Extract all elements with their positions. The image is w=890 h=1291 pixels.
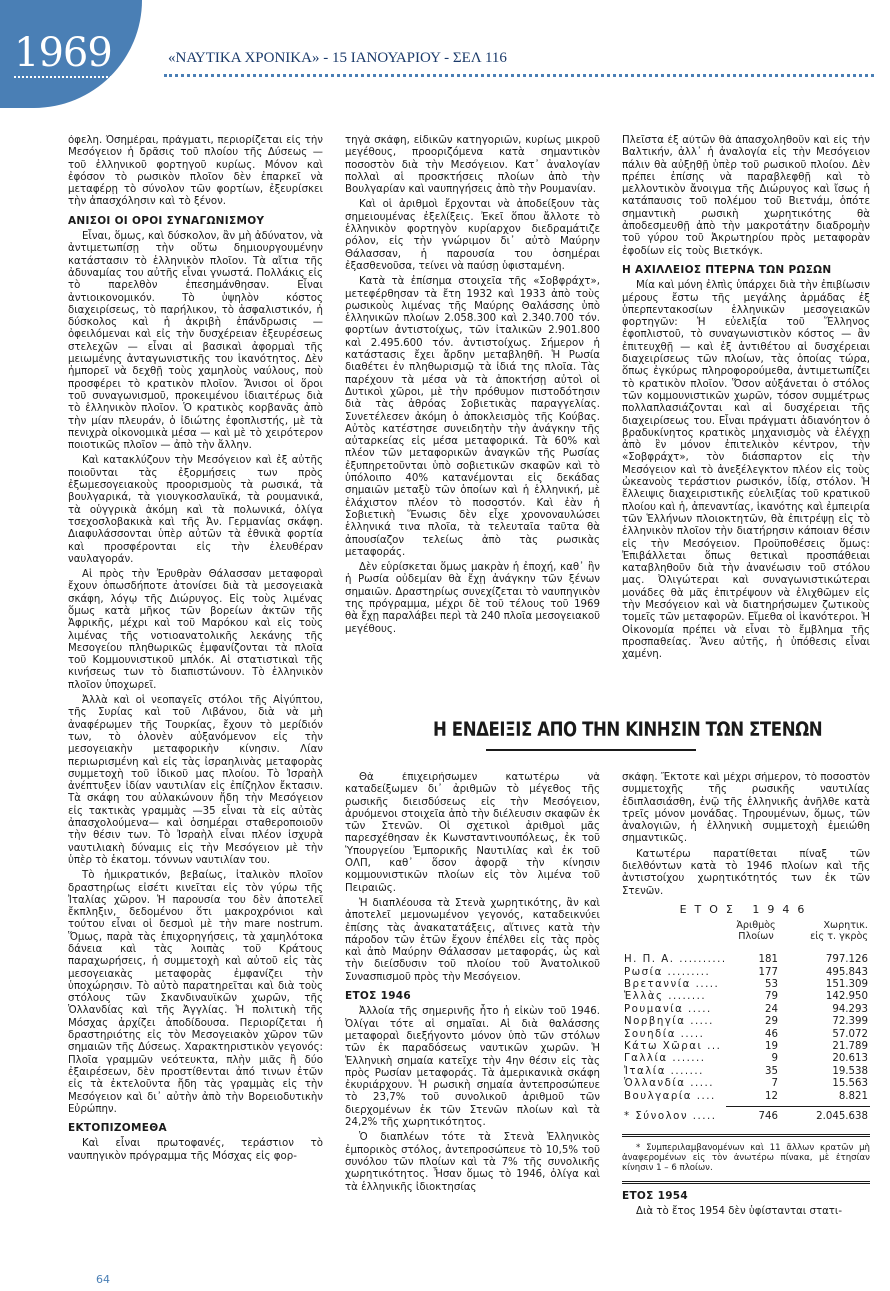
tons: 19.538 bbox=[832, 1065, 868, 1077]
country: Ἑλλὰς ........ bbox=[624, 991, 707, 1003]
year-label: 1969 bbox=[14, 30, 112, 76]
paragraph: Ἀλλοία τῆς σημερινῆς ἦτο ἡ εἰκὼν τοῦ 1946. Ὀλίγαι τότε αἱ σημαῖαι. Αἱ διὰ θαλάσσης μεταφοραὶ διεξήγοντο μόνον ὑπὸ τῶν στόλων τῶν ἐκ παραδόσεως ναυτικῶν χωρῶν. Ἡ Ἑλληνικὴ σημαία κατεῖχε τὴν 4ην θέσιν εἰς τὰς πρὸς Ρωσίαν μεταφοράς. Τὰ ἀμερικανικὰ σκάφη ἐκυριάρχουν. Ἡ ρωσικὴ σημαία ἀντεπροσώπευε τὸ 23,7% τοῦ συνολικοῦ ἀριθμοῦ τῶν διερχομένων ἐκ τῶν Στενῶν πλοίων καὶ τὰ 24,2% τῆς χωρητικότητος. bbox=[345, 1006, 600, 1129]
country: Νορβηγία ..... bbox=[624, 1016, 714, 1028]
table-row bbox=[622, 1078, 870, 1090]
table-row bbox=[622, 991, 870, 1003]
table-row bbox=[622, 967, 870, 979]
tons: 94.293 bbox=[832, 1003, 868, 1015]
tons: 72.399 bbox=[832, 1016, 868, 1028]
table-row bbox=[622, 1004, 870, 1016]
ships: 29 bbox=[765, 1016, 778, 1028]
year-dotted-rule bbox=[14, 76, 124, 78]
country: Βρεταννία ..... bbox=[624, 979, 720, 991]
paragraph: Δὲν εὑρίσκεται ὅμως μακρὰν ἡ ἐποχή, καθ᾽ ἣν ἡ Ρωσία οὐδεμίαν θὰ ἔχῃ ἀνάγκην τῶν ξένων σημαιῶν. Δραστηρίως συνεχίζεται τὸ ναυπηγικὸν της πρόγραμμα, μέχρι δὲ τοῦ τέλους τοῦ 1969 θὰ ἔχῃ παραλάβει περὶ τὰ 240 πλοῖα μεσογειακοῦ μεγέθους. bbox=[345, 562, 600, 635]
country: Ἰταλία ....... bbox=[624, 1065, 704, 1077]
ships: 53 bbox=[765, 979, 778, 991]
ships: 24 bbox=[765, 1003, 778, 1015]
tons: 142.950 bbox=[825, 991, 868, 1003]
column-5 bbox=[622, 772, 870, 1242]
header-ships: Ἀριθμὸς Πλοίων bbox=[736, 920, 776, 943]
tons: 797.126 bbox=[825, 954, 868, 966]
total-tons: 2.045.638 bbox=[816, 1110, 868, 1122]
country: Βουλγαρία .... bbox=[624, 1090, 716, 1102]
double-rule bbox=[622, 1181, 870, 1184]
paragraph: Ἡ διαπλέουσα τὰ Στενὰ χωρητικότης, ἂν καὶ ἀποτελεῖ μεμονωμένον γεγονός, καταδεικνύει ἐπίσης τὰς ἀνακατατάξεις, αἵτινες κατὰ τὴν πάροδον τῶν ἐτῶν ἔχουν ἐπέλθει εἰς τὰς πρὸς καὶ ἀπὸ Μαύρην Θάλασσαν μεταφοράς, ὡς καὶ τὴν διείσδυσιν τοῦ πλοίου τοῦ Ἀνατολικοῦ Συνασπισμοῦ πρὸς τὴν Μεσόγειον. bbox=[345, 897, 600, 983]
paragraph: Θὰ ἐπιχειρήσωμεν κατωτέρω νὰ καταδείξωμεν δι᾽ ἀριθμῶν τὸ μέγεθος τῆς ρωσικῆς διεισδύσεως εἰς τὴν Μεσόγειον, ἀρυόμενοι στοιχεῖα ἀπὸ τὴν διέλευσιν σκαφῶν ἐκ τῶν Στενῶν. Οἱ σχετικοὶ ἀριθμοὶ μᾶς παρεσχέθησαν ἐκ Κωνσταντινουπόλεως, ἐκ τοῦ Ὑπουργείου Ἐμπορικῆς Ναυτιλίας καὶ ἐκ τοῦ ΟΛΠ, καθ᾽ ὅσον ἀφορᾷ τὴν κίνησιν κομμουνιστικῶν πλοίων εἰς τὸν λιμένα τοῦ Πειραιῶς. bbox=[345, 772, 600, 894]
article-headline: Η ΕΝΔΕΙΞΙΣ ΑΠΟ ΤΗΝ ΚΙΝΗΣΙΝ ΤΩΝ ΣΤΕΝΩΝ bbox=[433, 718, 823, 741]
total-label: * Σύνολον ..... bbox=[624, 1110, 717, 1122]
table-row bbox=[622, 1066, 870, 1078]
ships: 12 bbox=[765, 1090, 778, 1102]
ships: 46 bbox=[765, 1028, 778, 1040]
paragraph: Εἶναι, ὅμως, καὶ δύσκολον, ἂν μὴ ἀδύνατον, νὰ ἀντιμετωπίσῃ τὴν οὕτω δημιουργουμένην κατάστασιν τὸ ἑλληνικὸν πλοῖον. Τὰ αἴτια τῆς ἀδυναμίας του αὐτῆς εἶναι γνωστά. Πολλάκις εἰς τὸ παρελθὸν ἐπεσημάνθησαν. Εἶναι ἀντιοικονομικόν. Τὸ ὑψηλὸν κόστος διαχειρίσεως, τὸ παρήλικον, τὸ ἀσφαλιστικόν, ἡ δύσκολος καὶ ἡ ἀκριβὴ ἐπάνδρωσις — ὀφειλόμεναι καὶ εἰς τὴν δυσχέρειαν ἐξευρέσεως στελεχῶν — εἶναι αἱ βασικαὶ ἀφορμαὶ τῆς μειωμένης ἀνταγωνιστικῆς του ἱκανότητος. Δὲν ἠμπορεῖ νὰ δεχθῇ τοὺς χαμηλοὺς ναύλους, ποὺ προσφέρει τὸ κρατικὸν πλοῖον. Ἄνισοι οἱ ὅροι τοῦ συναγωνισμοῦ, προκειμένου ἰδιαιτέρως διὰ τὸ ἑλληνικὸν πλοῖον. Ὁ κρατικὸς κορβανᾶς ἀπὸ τὴν μίαν πλευράν, ὁ ἰδιώτης ἐφοπλιστής, μὲ τὰ πενιχρὰ οἰκονομικὰ μέσα — καὶ μὲ τὸ χειρότερον ποιοτικῶς πλοῖον — ἀπὸ τὴν ἄλλην. bbox=[68, 231, 323, 452]
section-heading: ΕΤΟΣ 1946 bbox=[345, 990, 412, 1003]
ships: 7 bbox=[771, 1078, 778, 1090]
column-4 bbox=[345, 772, 600, 1242]
header-dotted-rule bbox=[164, 74, 874, 77]
paragraph: Τὸ ἡμικρατικόν, βεβαίως, ἰταλικὸν πλοῖον δραστηρίως εἰσέτι κινεῖται εἰς τὸν γύρω τῆς Ἰταλίας χῶρον. Ἡ παρουσία του δὲν ἀποτελεῖ ἔκπληξιν, δεδομένου ὅτι μακροχρόνιοι καὶ τούτου εἶναι οἱ δεσμοὶ μὲ τὴν mare nostrum. Ὅμως, παρὰ τὰς ἐπιχορηγήσεις, τὰ χαμηλότοκα δάνεια καὶ τὰς λοιπὰς τοῦ Κράτους παραχωρήσεις, ἡ συμμετοχὴ καὶ αὐτοῦ εἰς τὰς μεσογειακὰς μεταφορὰς ἐμφανίζει τὴν ὑποχώρησιν. Τὸ αὐτὸ παρατηρεῖται καὶ διὰ τοὺς στόλους τῶν Σκανδιναυϊκῶν χωρῶν, τῆς Ὁλλανδίας καὶ τῆς Ἀγγλίας. Ἡ πολιτικὴ τῆς Μόσχας ἀρχίζει ἀποδίδουσα. Περιορίζεται ἡ δραστηριότης εἰς τὸν Μεσογειακὸν χῶρον τῶν σημαιῶν τῆς Δύσεως. Χαρακτηριστικὸν γεγονός: Πλοῖα γραμμῶν νεότευκτα, πλὴν μιᾶς ἢ δύο ἐξαιρέσεων, δὲν προστίθενται ἀπό τινων ἐτῶν εἰς τὰ ἐκτελοῦντα ἤδη τὰς γραμμὰς εἰς τὴν Μεσόγειον καὶ δι᾽ αὐτὴν ἀπὸ τὴν Βορειοδυτικὴν Εὐρώπην. bbox=[68, 870, 323, 1115]
page-number: 64 bbox=[96, 1273, 110, 1286]
ships: 9 bbox=[771, 1053, 778, 1065]
section-heading: Η ΑΧΙΛΛΕΙΟΣ ΠΤΕΡΝΑ ΤΩΝ ΡΩΣΩΝ bbox=[622, 263, 832, 276]
table-footnote: * Συμπεριλαμβανομένων καὶ 11 ἄλλων κρατῶν μὴ ἀναφερομένων εἰς τὸν ἀνωτέρω πίνακα, μὲ ἐτησίαν κίνησιν 1 – 6 πλοίων. bbox=[622, 1142, 870, 1173]
country: Κάτω Χῶραι ... bbox=[624, 1041, 722, 1052]
country: Ρουμανία ..... bbox=[624, 1003, 712, 1015]
country: Η. Π. Α. .......... bbox=[624, 954, 727, 966]
section-heading: ΑΝΙΣΟΙ ΟΙ ΟΡΟΙ ΣΥΝΑΓΩΝΙΣΜΟΥ bbox=[68, 214, 265, 227]
country: Ὁλλανδία ..... bbox=[624, 1078, 714, 1090]
tons: 21.789 bbox=[832, 1041, 868, 1052]
table-row bbox=[622, 1091, 870, 1103]
ships: 181 bbox=[758, 954, 778, 966]
column-1 bbox=[68, 135, 323, 1235]
paragraph: τηγὰ σκάφη, εἰδικῶν κατηγοριῶν, κυρίως μικροῦ μεγέθους, προοριζόμενα κατὰ σημαντικὸν ποσοστὸν διὰ τὴν Μεσόγειον. Κατ᾽ ἀναλογίαν πολλαὶ αἱ προσκτήσεις πλοίων ἀπὸ τὴν Βουλγαρίαν καὶ ναυπηγήσεις ἀπὸ τὴν Ρουμανίαν. bbox=[345, 135, 600, 196]
tons: 20.613 bbox=[832, 1053, 868, 1065]
paragraph: Διὰ τὸ ἔτος 1954 δὲν ὑφίστανται στατι- bbox=[636, 1206, 843, 1218]
table-row bbox=[622, 1029, 870, 1041]
table-title: ΕΤΟΣ 1946 bbox=[679, 902, 813, 916]
paragraph: σκάφη. Ἔκτοτε καὶ μέχρι σήμερον, τὸ ποσοστὸν συμμετοχῆς τῆς ρωσικῆς ναυτιλίας ἐδιπλασιάσθη, ἐνῷ τῆς ἑλληνικῆς ἀνῆλθε κατὰ τρεῖς μόνον μονάδας. Τηρουμένων, ὅμως, τῶν ἀναλογιῶν, ἡ ἑλληνικὴ συμμετοχὴ ἐμειώθη σημαντικῶς. bbox=[622, 772, 870, 845]
tons: 15.563 bbox=[832, 1078, 868, 1090]
tons: 495.843 bbox=[825, 966, 868, 978]
table-row bbox=[622, 1016, 870, 1028]
paragraph: Καὶ κατακλύζουν τὴν Μεσόγειον καὶ ἐξ αὐτῆς ποιοῦνται τὰς ἐξορμήσεις των πρὸς ἐξωμεσογειακοὺς προορισμοὺς τὰ ρωσικά, τὰ βουλγαρικά, τὰ γιουγκοσλαυϊκά, τὰ ρουμανικά, τὰ οὑγγρικὰ ἀκόμη καὶ τὰ πολωνικά, ὀλίγα τσεχοσλοβακικὰ καὶ τῆς Ἀν. Γερμανίας σκάφη. Διαφυλάσσονται ὑπὲρ αὐτῶν τὰ ἐθνικὰ φορτία καὶ προσφέρονται εἰς τὴν ἐλευθέραν ναυλαγοράν. bbox=[68, 455, 323, 565]
year-badge bbox=[0, 0, 142, 108]
headline-rule bbox=[486, 749, 696, 751]
paragraph: Καὶ εἶναι πρωτοφανές, τεράστιον τὸ ναυπηγικὸν πρόγραμμα τῆς Μόσχας εἰς φορ- bbox=[68, 1138, 323, 1162]
column-3 bbox=[622, 135, 870, 710]
paragraph: Κατωτέρω παρατίθεται πίναξ τῶν διελθόντων κατὰ τὸ 1946 πλοίων καὶ τῆς ἀντιστοίχου χωρητικότητός των ἐκ τῶν Στενῶν. bbox=[622, 848, 870, 897]
paragraph: Καὶ οἱ ἀριθμοὶ ἔρχονται νὰ ἀποδείξουν τὰς σημειουμένας ἐξελίξεις. Ἐκεῖ ὅπου ἄλλοτε τὸ ἑλληνικὸν φορτηγὸν κυρίαρχον διεδραμάτιζε ρόλον, εἰς τὴν γνώριμον δι᾽ αὐτὸ Μαύρην Θάλασσαν, ἡ παρουσία του ὁσημέραι ἐξασθενοῦσα, τείνει νὰ παύσῃ ὑφισταμένη. bbox=[345, 199, 600, 272]
table-header bbox=[622, 920, 870, 954]
paragraph: Μία καὶ μόνη ἐλπὶς ὑπάρχει διὰ τὴν ἐπιβίωσιν μέρους ἔστω τῆς μεγάλης ἀρμάδας ἐξ ὑπερπεντακοσίων ἑλληνικῶν μεσογειακῶν φορτηγῶν: Ἡ εὐελιξία τοῦ Ἕλληνος ἐφοπλιστοῦ, τὸ συναγωνιστικὸν κόστος — ἂν ἐπιτευχθῇ — καὶ ἐξ ἀντιθέτου αἱ δυσχέρειαι διαχειρίσεως τῶν πλοίων, τὰς ὁποίας τώρα, ὅπως ἐγκύρως πληροφορούμεθα, ἀντιμετωπίζει τὸ κρατικὸν πλοῖον. Ὅσον αὐξάνεται ὁ στόλος τῶν κομμουνιστικῶν χωρῶν, τόσον συμμέτρως πολλαπλασιάζονται καὶ αἱ δυσχέρειαι τῆς διαχειρίσεως του. Εἶναι πράγματι ἀδιανόητον ὁ βραδυκίνητος κρατικὸς μηχανισμὸς νὰ ἐλέγχῃ ἀπὸ ἓν μόνον ἐπιτελικὸν κέντρον, τὴν «Σοβφράχτ», τὸν διάσπαρτον εἰς τὴν Μεσόγειον καὶ τὸ ἀνεξέλεγκτον πλέον εἰς τοὺς ὠκεανοὺς τεράστιον ρωσικόν, ἰδίᾳ, στόλον. Ἡ ἔλλειψις διαχειριστικῆς εὐελιξίας τοῦ κρατικοῦ πλοίου καὶ ἡ, ἀπεναντίας, ἱκανότης καὶ ἐμπειρία τῶν Ἑλλήνων πλοιοκτητῶν, θὰ ἐπιτρέψῃ εἰς τὸ ἑλληνικὸν πλοῖον τὴν διατήρησιν κάποιαν θέσιν εἰς τὴν Μεσόγειον. Προϋποθέσεις ὅμως: Ἐπιβάλλεται ὅπως θετικαὶ προσπάθειαι καταβληθοῦν διὰ τὴν ἀνανέωσιν τοῦ στόλου μας. Ὀλιγώτεραι καὶ συναγωνιστικώτεραι μονάδες θὰ μᾶς ἐπιτρέψουν νὰ ἐλιχθῶμεν εἰς τὴν Μεσόγειον καὶ νὰ διατηρήσωμεν ζωτικοὺς τομεῖς τῶν μεταφορῶν. Εἴμεθα οἱ ἱκανότεροι. Ἡ Οἰκονομία πρέπει νὰ εἶναι τὸ ἔμβλημα τῆς προσπαθείας. Ἄνευ αὐτῆς, ἡ ὑπόθεσις εἶναι χαμένη. bbox=[622, 280, 870, 661]
paragraph: Αἱ πρὸς τὴν Ἐρυθρὰν Θάλασσαν μεταφοραὶ ἔχουν ὁπωσδήποτε ἀτονίσει διὰ τὰ μεσογειακὰ σκάφη, λόγῳ τῆς Διώρυγος. Εἰς τοὺς λιμένας ὅμως κατὰ μῆκος τῶν βορείων ἀκτῶν τῆς Ἀφρικῆς, μέχρι καὶ τοῦ Μαρόκου καὶ εἰς τοὺς λιμένας τῆς νοτιοανατολικῆς λεκάνης τῆς Μεσογείου πληθωρικῶς ἐμφανίζονται τὰ πλοῖα τοῦ Κομμουνιστικοῦ μπλόκ. Αἱ στατιστικαὶ τῆς κινήσεως των τὸ διαπιστώνουν. Τὸ ἑλληνικὸν πλοῖον ὑποχωρεῖ. bbox=[68, 569, 323, 691]
tons: 8.821 bbox=[838, 1090, 868, 1102]
table-row bbox=[622, 979, 870, 991]
ships: 177 bbox=[758, 966, 778, 978]
paragraph: όφελη. Ὀσημέραι, πράγματι, περιορίζεται εἰς τὴν Μεσόγειον ἡ δρᾶσις τοῦ πλοίου τῆς Δύσεως — τοῦ ἑλληνικοῦ φορτηγοῦ κυρίως. Μόνον καὶ ἐφόσον τὸ ρωσικὸν πλοῖον δὲν ἐπαρκεῖ νὰ μεταφέρῃ τὸ σύνολον τῶν φορτίων, ἐξευρίσκει τὴν ἀπασχόλησιν καὶ τὸ ξένον. bbox=[68, 135, 323, 208]
tons: 151.309 bbox=[825, 979, 868, 991]
country: Ρωσία ......... bbox=[624, 966, 711, 978]
section-heading: ΕΤΟΣ 1954 bbox=[622, 1189, 689, 1202]
ships: 35 bbox=[765, 1065, 778, 1077]
total-ships: 746 bbox=[758, 1110, 778, 1122]
country: Σουηδία ..... bbox=[624, 1028, 705, 1040]
double-rule bbox=[622, 1134, 870, 1137]
header-title: «ΝΑΥΤΙΚΑ ΧΡΟΝΙΚΑ» - 15 ΙΑΝΟΥΑΡΙΟΥ - ΣΕΛ 116 bbox=[168, 50, 507, 66]
total-rule bbox=[726, 1106, 870, 1107]
table-row bbox=[622, 954, 870, 966]
table-row bbox=[622, 1041, 870, 1053]
paragraph: Κατὰ τὰ ἐπίσημα στοιχεῖα τῆς «Σοβφράχτ», μετεφέρθησαν τὰ ἔτη 1932 καὶ 1933 ἀπὸ τοὺς ρωσικοὺς λιμένας τῆς Μαύρης Θαλάσσης ὑπὸ ἑλληνικῶν πλοίων 2.058.300 καὶ 2.340.700 τόν. φορτίων ἀντιστοίχως, τῶν ἰταλικῶν 2.901.800 καὶ 2.495.600 τόν. ἀντιστοίχως. Σήμερον ἡ κατάστασις ἔχει ἄρδην μεταβληθῆ. Ἡ Ρωσία διαθέτει ἐν πληθωρισμῷ τὰ ἰδιά της πλοῖα. Τὰς παρέχουν τὰ μέσα νὰ τὰ ἀποκτήσῃ αὐτοὶ οἱ Δυτικοὶ χῶροι, μὲ τὴν πρόθυμον πιστοδότησιν διὰ τὰς ἀθρόας Σοβιετικὰς παραγγελίας. Συνετέλεσεν ἀκόμη ὁ ἀποκλεισμὸς τῆς Κούβας. Αὐτὸς κατέστησε συνειδητὴν τὴν ἀνάγκην τῆς αὐταρκείας εἰς μέσα μεταφορικά. Τὰ 60% καὶ πλέον τῶν μεταφορικῶν ἀναγκῶν τῆς Ρωσίας ἐξυπηρετοῦνται ὑπὸ σοβιετικῶν σκαφῶν καὶ τὸ ὑπόλοιπο 40% κατανέμονται εἰς δεκάδας σημαιῶν μεταξὺ τῶν ὁποίων καὶ ἡ ἑλληνική, μὲ ἐλάχιστον πλέον τὸ ποσοστόν. Καὶ ἐὰν ἡ Σοβιετικὴ Ἕνωσις δὲν εἶχε χρονοναυλώσει ἑλληνικά τινα πλοῖα, τὰ τελευταῖα ταῦτα θὰ ἀπουσίαζον τελείως ἀπὸ τὰς ρωσικὰς μεταφοράς. bbox=[345, 276, 600, 558]
header-tons: Χωρητικ. εἰς τ. γκρὸς bbox=[810, 920, 868, 943]
paragraph: Πλεῖστα ἐξ αὐτῶν θὰ ἀπασχοληθοῦν καὶ εἰς τὴν Βαλτικήν, ἀλλ᾽ ἡ ἀναλογία εἰς τὴν Μεσόγειον πάλιν θὰ αὐξηθῇ ὑπὲρ τοῦ ρωσικοῦ πλοίου. Δὲν πρέπει ἐπίσης νὰ παραβλεφθῇ καὶ τὸ μελλοντικὸν ἄνοιγμα τῆς Διώρυγος καὶ ἴσως ἡ κατάπαυσις τοῦ πολέμου τοῦ Βιετνάμ, ὁπότε σημαντικὴ ρωσικὴ χωρητικότης θὰ ἀποδεσμευθῇ ἀπὸ τὴν μακροτάτην διαδρομὴν τοῦ γύρου τοῦ Ἀκρωτηρίου πρὸς μεταφορὰν ἐφοδίων εἰς τοὺς Βιετκόγκ. bbox=[622, 135, 870, 257]
table-row bbox=[622, 1053, 870, 1065]
ships: 19 bbox=[765, 1041, 778, 1052]
section-heading: ΕΚΤΟΠΙΖΟΜΕΘΑ bbox=[68, 1122, 167, 1135]
tonnage-table bbox=[622, 904, 870, 1126]
paragraph: Ἀλλὰ καὶ οἱ νεοπαγεῖς στόλοι τῆς Αἰγύπτου, τῆς Συρίας καὶ τοῦ Λιβάνου, διὰ νὰ μὴ ἀναφέρωμεν τῆς Τουρκίας, ἔχουν τὸ μερίδιόν των, τὸ ὁλονὲν αὐξανόμενον εἰς τὴν μεσογειακὴν μεταφορικὴν κίνησιν. Λίαν περιωρισμένη καὶ εἰς τὰς ἰσραηλινὰς μεταφορὰς συμμετοχὴ τοῦ ἰδικοῦ μας πλοίου. Τὸ Ἰσραὴλ ἀνέπτυξεν ἰδίαν ναυτιλίαν εἰς ἐπίζηλον ἔκτασιν. Τὰ σκάφη του αὐλακώνουν ἤδη τὴν Μεσόγειον εἰς τακτικὰς γραμμὰς —35 εἶναι τὰ εἰς αὐτὰς ἀπασχολούμενα— καὶ ὁσημέραι σταθεροποιοῦν τὴν θέσιν των. Τὸ Ἰσραὴλ εἶναι πλέον ἰσχυρὰ ναυτιλιακὴ δύναμις εἰς τὴν Μεσόγειον μὲ τὴν ὑπὲρ τὸ ἑκατομ. τόννων ναυτιλίαν του. bbox=[68, 695, 323, 866]
country: Γαλλία ....... bbox=[624, 1053, 706, 1065]
column-2 bbox=[345, 135, 600, 710]
ships: 79 bbox=[765, 991, 778, 1003]
table-total-row bbox=[622, 1110, 870, 1126]
paragraph: Ὁ διαπλέων τότε τὰ Στενὰ Ἑλληνικὸς ἐμπορικὸς στόλος, ἀντεπροσώπευε τὸ 10,5% τοῦ συνόλου τῶν πλοίων καὶ τὰ 7% τῆς συνολικῆς χωρητικότητος. Ἦσαν ὅμως τὸ 1946, ὀλίγα καὶ τὰ ἑλληνικῆς ἰδιοκτησίας bbox=[345, 1132, 600, 1193]
tons: 57.072 bbox=[832, 1028, 868, 1040]
